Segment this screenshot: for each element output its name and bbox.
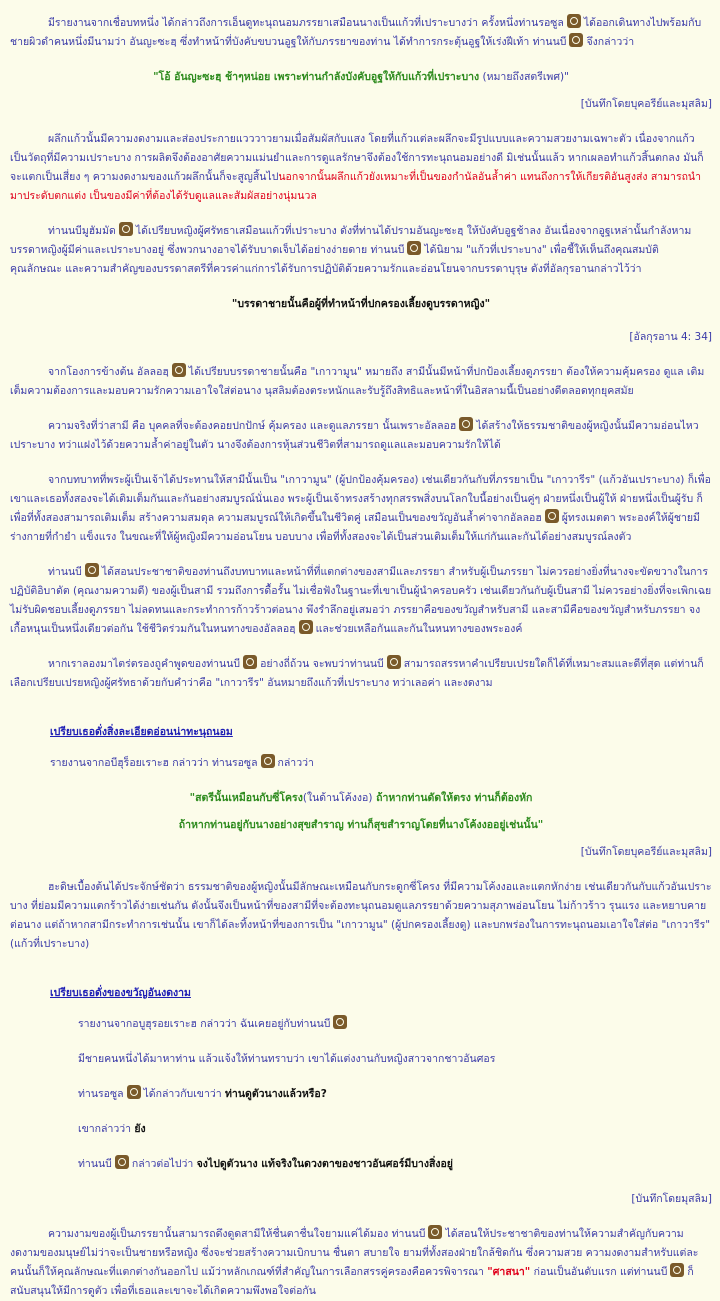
source-citation-2: [อัลกุรอาน 4: 34] [629,331,712,343]
prophet-seal-icon [127,1085,141,1099]
prophet-seal-icon [243,655,257,669]
narration-3: มีชายคนหนึ่งได้มาหาท่าน แล้วแจ้งให้ท่านทราบว่า เขาได้แต่งงานกับหญิงสาวจากชาวอันศอร [78,1053,496,1065]
paragraph-prophet-compare: ท่านนบีมูฮัมมัด ได้เปรียบหญิงผู้ศรัทธาเสมือนแก้วที่เปราะบาง ดังที่ท่านได้ปรามอันญะซะฮฺ ให้บังคับอูฐช้าลง อันเนื่องจากอูฐเหล่านั้นกำลังหามบรรดาหญิงผู้มีค่าและเปราะบางอยู่ ซึ่งพวกนางอาจได้รับบาดเจ็บได้อย่างง่ายดาย ท่านนบี ได้นิยาม "แก้วที่เปราะบาง" เพื่อชี้ให้เห็นถึงคุณสมบัติ คุณลักษณะ และความสำคัญของบรรดาสตรีที่ควรค่าแก่การได้รับการปฏิบัติด้วยความรักและอ่อนโยนจากบรรดาบุรุษ ดังที่อัลกุรอานกล่าวไว้ว่า [10,222,712,279]
prophet-seal-icon [115,1155,129,1169]
source-citation-3: [บันทึกโดยบุคอรีย์และมุสลิม] [580,846,712,858]
allah-seal-icon [172,363,186,377]
paragraph-qawwamun: จากโองการข้างต้น อัลลอฮฺ ได้เปรียบบรรดาชายนั้นคือ "เกาวามูน" หมายถึง สามีนั้นมีหน้าที่ปกป้องเลี้ยงดูภรรยา ต้องให้ความคุ้มครอง ดูแล เติมเต็มความต้องการและมอบความรักความเอาใจใส่ต่อนาง นุสลิมต้องตระหนักและรับรู้ถึงสิทธิและหน้าที่ในอิสลามนี้เป็นอย่างดีตลอดทุกยุคสมัย [10,363,712,401]
section-heading-gift: เปรียบเธอดั่งของขวัญอันงดงาม [50,987,191,999]
hadith-quote-rib-2: ถ้าหากท่านอยู่กับนางอย่างสุขสำราญ ท่านก็สุขสำราญโดยที่นางโค้งงออยู่เช่นนั้น" [178,819,544,831]
paragraph-roles: ท่านนบี ได้สอนประชาชาติของท่านถึงบทบาทและหน้าที่ที่แตกต่างของสามีและภรรยา สำหรับผู้เป็นภรรยา ไม่ควรอย่างยิ่งที่นางจะขัดขวางในการปฏิบัติอิบาดัต (คุณงามความดี) ของผู้เป็นสามี รวมถึงการดื้อรั้น ไม่เชื่อฟังในฐานะที่เขาเป็นผู้นำครอบครัว เช่นเดียวกันกับผู้เป็นสามี ไม่ควรอย่างยิ่งที่จะเพิกเฉย ไม่รับผิดชอบเลี้ยงดูภรรยา ไม่ลดทนและกระทำการก้าวร้าวต่อนาง พึงรำลึกอยู่เสมอว่า ภรรยาคือของขวัญสำหรับสามี และสามีคือของขวัญสำหรับภรรยา จงเกื้อหนุนเป็นหนึ่งเดียวต่อกัน ใช้ชีวิตร่วมกันในหนทางของอัลลอฮฺ และช่วยเหลือกันและกันในหนทางของพระองค์ [10,563,712,639]
prophet-seal-icon [569,33,583,47]
paragraph-intro: มีรายงานจากเชื่อบทหนึ่ง ได้กล่าวถึงการเอ็นดูทะนุถนอมภรรยาเสมือนนางเป็นแก้วที่เปราะบางว่า ครั้งหนึ่งท่านรอซูล ได้ออกเดินทางไปพร้อมกับชายผิวดำคนหนึ่งมีนามว่า อันญะซะฮฺ ซึ่งทำหน้าที่บังคับขบวนอูฐให้กับภรรยาของท่าน ได้ทำการกระตุ้นอูฐให้เร่งฝีเท้า ท่านนบี จึงกล่าวว่า [10,14,712,52]
narration-2: รายงานจากอบูฮุรอยเราะฮ กล่าวว่า ฉันเคยอยู่กับท่านนบี [78,1015,712,1034]
paragraph-husband-role: ความจริงที่ว่าสามี คือ บุคคลที่จะต้องคอยปกปักษ์ คุ้มครอง และดูแลภรรยา นั้นเพราะอัลลอฮ ได้สร้างให้ธรรมชาติของผู้หญิงนั้นมีความอ่อนไหวเปราะบาง ทว่าแฝงไว้ด้วยความล้ำค่าอยู่ในตัว นางจึงต้องการหุ้นส่วนชีวิตที่สามารถดูแลและมอบความรักให้ได้ [10,417,712,455]
prophet-seal-icon [428,1225,442,1239]
hadith-quote-1: "โอ้ อันญะซะฮฺ ช้าๆหน่อย เพราะท่านกำลังบังคับอูฐให้กับแก้วที่เปราะบาง (หมายถึงสตรีเพศ)" [153,71,569,83]
allah-seal-icon [459,417,473,431]
allah-seal-icon [545,509,559,523]
narration-6: ท่านนบี กล่าวต่อไปว่า จงไปดูตัวนาง แท้จริงในดวงตาของชาวอันศอร์มีบางสิ่งอยู่ [78,1155,712,1174]
prophet-seal-icon [333,1015,347,1029]
prophet-seal-icon [119,222,133,236]
narration-1: รายงานจากอบีฮุร็อยเราะฮ กล่าวว่า ท่านรอซูล กล่าวว่า [50,754,712,773]
paragraph-complement: จากบทบาทที่พระผู้เป็นเจ้าได้ประทานให้สามีนั้นเป็น "เกาวามูน" (ผู้ปกป้องคุ้มครอง) เช่นเดียวกันกับที่ภรรยาเป็น "เกาวารีร" (แก้วอันเปราะบาง) ก็เพื่อเขาและเธอทั้งสองจะได้เติมเต็มกันและกันอย่างสมบูรณ์นั่นเอง พระผู้เป็นเจ้าทรงสร้างทุกสรรพสิ่งบนโลกใบนี้อย่างเป็นคู่ๆ ฝ่ายหนึ่งเป็นผู้ให้ ฝ่ายหนึ่งเป็นผู้รับ ก็เพื่อที่ทั้งสองสามารถเติมเต็ม สร้างความสมดุล ความสมบูรณ์ให้เกิดขึ้นในชีวิตคู่ เสมือนเป็นของขวัญอันล้ำค่าจากอัลลอฮ ผู้ทรงเมตตา พระองค์ให้ผู้ชายมีร่างกายที่กำยำ แข็งแรง ในขณะที่ให้ผู้หญิงมีความอ่อนโยน บอบบาง เพื่อที่ทั้งสองจะได้เป็นส่วนเติมเต็มให้แก่กันและกันได้อย่างสมบูรณ์ลงตัว [10,474,711,543]
prophet-seal-icon [670,1263,684,1277]
paragraph-crystal: ผลึกแก้วนั้นมีความงดงามและส่องประกายแวววาวยามเมื่อสัมผัสกับแสง โดยที่แก้วแต่ละผลึกจะมีรูปแบบและความสวยงามเฉพาะตัว เนื่องจากแก้วเป็นวัตถุที่มีความเปราะบาง การผลิตจึงต้องอาศัยความแม่นยำและการดูแลรักษาจึงต้องใช้การทะนุถนอมอย่างดี มิเช่นนั้นแล้ว หากเผลอทำแก้วสิ้นตกลง มันก็จะแตกเป็นเสี่ยง ๆ ความงดงามของแก้วผลึกนั้นก็จะสูญสิ้นไปนอกจากนั้นผลึกแก้วยังเหมาะที่เป็นของกำนัลอันล้ำค่า แทนถึงการให้เกียรติอันสูงส่ง สามารถนำมาประดับตกแต่ง เป็นของมีค่าที่ต้องได้รับดูแลและสัมผัสอย่างนุ่มนวล [10,133,704,202]
section-heading-delicate: เปรียบเธอดั่งสิ่งละเอียดอ่อนน่าทะนุถนอม [50,726,233,738]
prophet-seal-icon [387,655,401,669]
source-citation-4: [บันทึกโดยมุสลิม] [631,1193,712,1205]
allah-seal-icon [299,620,313,634]
narration-5: เขากล่าวว่า ยัง [78,1123,146,1135]
prophet-seal-icon [407,241,421,255]
paragraph-reflection: หากเราลองมาไตร่ตรองถูคำพูดของท่านนบี อย่างถี่ถ้วน จะพบว่าท่านนบี สามารถสรรหาคำเปรียบเปรยใดก็ได้ที่เหมาะสมและดีที่สุด แต่ท่านก็เลือกเปรียบเปรยหญิงผู้ศรัทธาด้วยกับคำว่าคือ "เกาวารีร" อันหมายถึงแก้วที่เปราะบาง ทว่าเลอค่า และงดงาม [10,655,712,693]
prophet-seal-icon [567,14,581,28]
quran-quote: "บรรดาชายนั้นคือผู้ที่ทำหน้าที่ปกครองเลี้ยงดูบรรดาหญิง" [231,298,491,310]
prophet-seal-icon [261,754,275,768]
paragraph-beauty: ความงามของผู้เป็นภรรยานั้นสามารถดึงดูดสามีให้ชื่นตาชื่นใจยามแค่ได้มอง ท่านนบี ได้สอนให้ประชาชาติของท่านให้ความสำคัญกับความงดงามของมนุษย์ไม่ว่าจะเป็นชายหรือหญิง ซึ่งจะช่วยสร้างความเบิกบาน ชื่นตา สบายใจ ยามที่ทั้งสองฝ่ายใกล้ชิดกัน ซึ่งความสวย ความงดงามสำหรับแต่ละคนนั้นก็ให้คุณลักษณะที่แตกต่างกันออกไป แม้ว่าหลักเกณฑ์ที่สำคัญในการเลือกสรรคู่ครองคือควรพิจารณา "ศาสนา" ก่อนเป็นอันดับแรก แต่ท่านนบี ก็สนับสนุนให้มีการดูตัว เพื่อที่เธอและเขาจะได้เกิดความพึงพอใจต่อกัน [10,1225,712,1301]
hadith-quote-rib: "สตรีนั้นเหมือนกับซี่โครง(ในด้านโค้งงอ) ถ้าหากท่านดัดให้ตรง ท่านก็ต้องหัก [189,792,533,804]
narration-4: ท่านรอซูล ได้กล่าวกับเขาว่า ท่านดูตัวนางแล้วหรือ? [78,1085,712,1104]
source-citation-1: [บันทึกโดยบุคอรีย์และมุสลิม] [580,98,712,110]
paragraph-rib-explained: ฮะดิษเบื้องต้นได้ประจักษ์ชัดว่า ธรรมชาติของผู้หญิงนั้นมีลักษณะเหมือนกับกระดูกซี่โครง ที่มีความโค้งงอและแตกหักง่าย เช่นเดียวกันกับแก้วอันเปราะบาง ที่ย่อมมีความแตกร้าวได้ง่ายเช่นกัน ดังนั้นจึงเป็นหน้าที่ของสามีที่จะต้องทะนุถนอมดูแลภรรยาด้วยความสุภาพอ่อนโยน ไม่ก้าวร้าว รุนแรง และหยาบคายต่อนาง แต่ถ้าหากสามีกระทำการเช่นนั้น เขาก็ได้ละทิ้งหน้าที่ของการเป็น "เกาวามูน" (ผู้ปกครองเลี้ยงดู) และบกพร่องในการทะนุถนอมเอาใจใส่ต่อ "เกาวารีร" (แก้วที่เปราะบาง) [10,881,712,950]
prophet-seal-icon [85,563,99,577]
